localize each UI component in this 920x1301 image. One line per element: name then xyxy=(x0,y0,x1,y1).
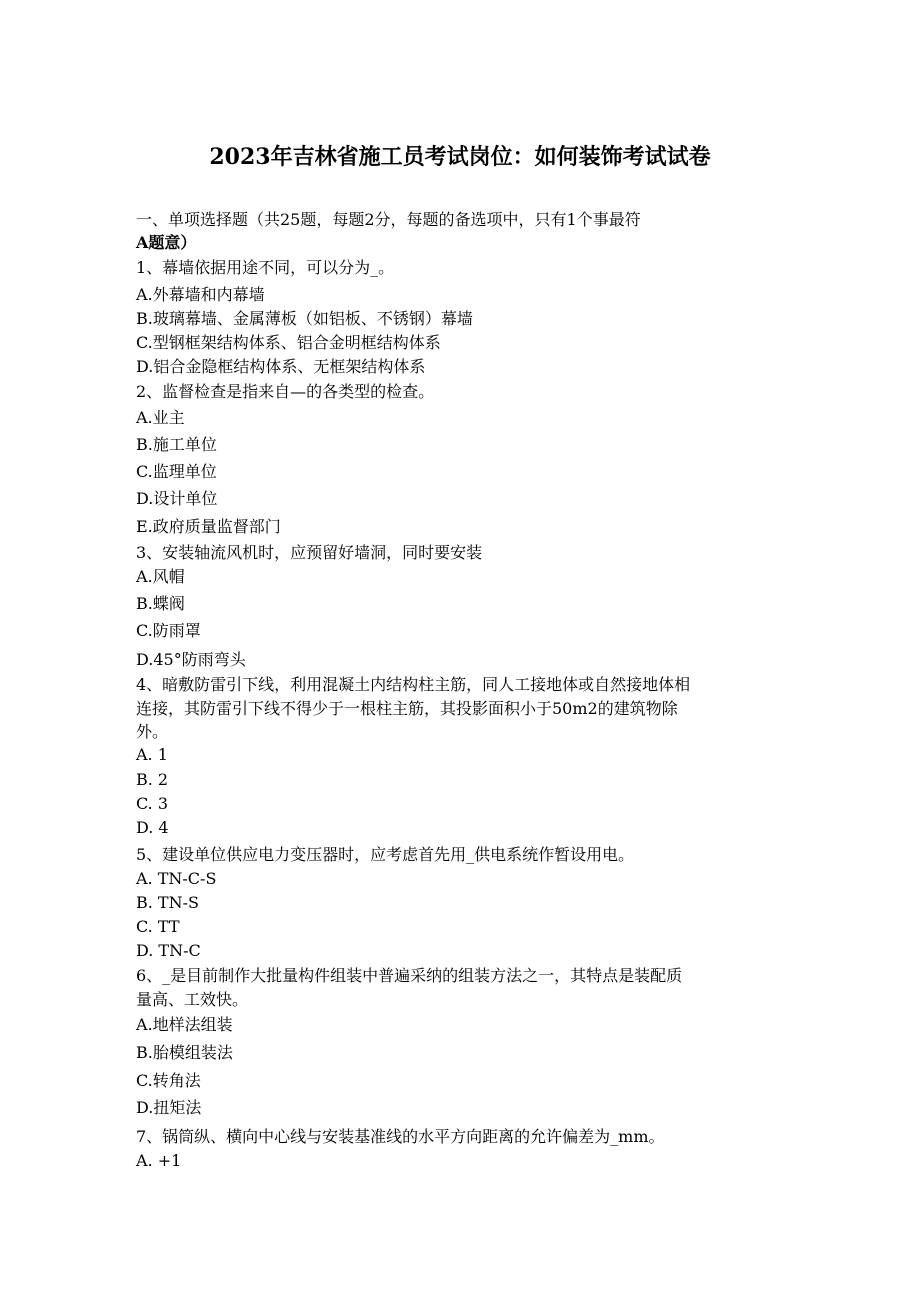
question-6-stem-line-2: 量高、工效快。 xyxy=(136,990,249,1009)
question-2-option-e: E.政府质量监督部门 xyxy=(136,517,281,536)
question-5-stem: 5、建设单位供应电力变压器时，应考虑首先用_供电系统作暂设用电。 xyxy=(136,845,635,864)
question-6-stem-line-1: 6、_是目前制作大批量构件组装中普遍采纳的组装方法之一，其特点是装配质 xyxy=(136,966,683,985)
question-1-option-c: C.型钢框架结构体系、铝合金明框结构体系 xyxy=(136,333,441,352)
question-2-option-a: A.业主 xyxy=(136,408,185,427)
question-3-option-a: A.风帽 xyxy=(136,567,185,586)
question-2-option-d: D.设计单位 xyxy=(136,489,218,508)
question-4-stem-line-1: 4、暗敷防雷引下线，利用混凝土内结构柱主筋，同人工接地体或自然接地体相 xyxy=(136,675,691,694)
question-7-option-a: A. +1 xyxy=(136,1151,182,1170)
question-3-option-c: C.防雨罩 xyxy=(136,621,201,640)
question-1-option-d: D.铝合金隐框结构体系、无框架结构体系 xyxy=(136,357,426,376)
question-4-option-b: B. 2 xyxy=(136,770,169,789)
section-heading: 一、单项选择题（共25题，每题2分，每题的备选项中，只有1个事最符 xyxy=(136,210,641,229)
question-2-option-b: B.施工单位 xyxy=(136,435,217,454)
page-title: 2023年吉林省施工员考试岗位：如何装饰考试试卷 xyxy=(209,144,711,170)
question-5-option-b: B. TN-S xyxy=(136,893,199,912)
question-4-option-d: D. 4 xyxy=(136,818,169,837)
question-6-option-a: A.地样法组装 xyxy=(136,1015,233,1034)
question-6-option-d: D.扭矩法 xyxy=(136,1098,202,1117)
question-1-option-a: A.外幕墙和内幕墙 xyxy=(136,285,265,304)
question-3-option-b: B.蝶阀 xyxy=(136,594,185,613)
question-7-stem: 7、锅筒纵、横向中心线与安装基准线的水平方向距离的允许偏差为_mm。 xyxy=(136,1127,665,1146)
question-1-stem: 1、幕墙依据用途不同，可以分为_。 xyxy=(136,258,395,277)
question-4-option-a: A. 1 xyxy=(136,745,168,764)
question-5-option-c: C. TT xyxy=(136,917,180,936)
question-3-option-d: D.45°防雨弯头 xyxy=(136,650,246,669)
question-4-stem-line-2: 连接，其防雷引下线不得少于一根柱主筋，其投影面积小于50m2的建筑物除 xyxy=(136,699,678,718)
question-2-option-c: C.监理单位 xyxy=(136,462,217,481)
section-heading-tail: A题意） xyxy=(136,233,197,252)
question-2-stem: 2、监督检查是指来自—的各类型的检查。 xyxy=(136,382,435,401)
question-5-option-a: A. TN-C-S xyxy=(136,869,217,888)
question-1-option-b: B.玻璃幕墙、金属薄板（如铝板、不锈钢）幕墙 xyxy=(136,309,473,328)
question-5-option-d: D. TN-C xyxy=(136,941,201,960)
question-4-stem-line-3: 外。 xyxy=(136,722,169,741)
question-4-option-c: C. 3 xyxy=(136,794,169,813)
question-3-stem: 3、安装轴流风机时，应预留好墙洞，同时要安装 xyxy=(136,543,483,562)
question-6-option-c: C.转角法 xyxy=(136,1071,201,1090)
question-6-option-b: B.胎模组装法 xyxy=(136,1043,233,1062)
